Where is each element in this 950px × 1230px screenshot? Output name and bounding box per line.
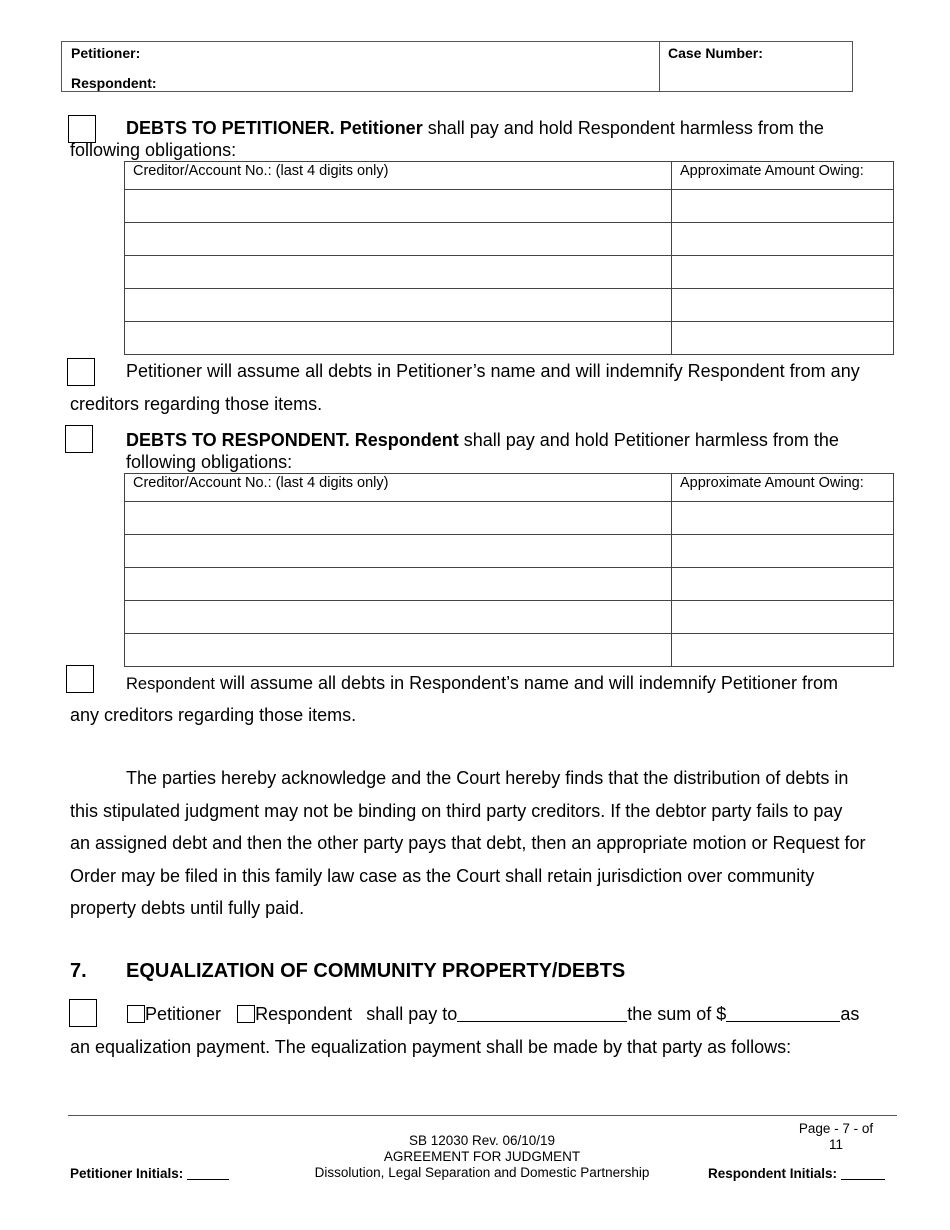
respondent-label: Respondent: xyxy=(71,75,157,91)
amount-cell[interactable] xyxy=(672,502,894,535)
respondent-debts-table xyxy=(124,473,894,667)
page-number-line1: Page - 7 - of xyxy=(798,1121,874,1136)
debts-to-petitioner-title-rest: shall pay and hold Respondent harmless from the xyxy=(422,118,824,138)
respondent-assume-line1-rest: will assume all debts in Respondent’s name and will indemnify Petitioner from xyxy=(215,673,838,693)
table-row xyxy=(125,256,894,289)
creditor-cell[interactable] xyxy=(125,502,672,535)
amount-column-header: Approximate Amount Owing: xyxy=(672,162,894,190)
debts-to-respondent-title: DEBTS TO RESPONDENT. Respondent xyxy=(126,430,459,450)
ack-line: The parties hereby acknowledge and the Court hereby finds that the distribution of debts in xyxy=(126,768,849,788)
creditor-column-header: Creditor/Account No.: (last 4 digits only) xyxy=(125,474,672,502)
debts-to-respondent-title-rest: shall pay and hold Petitioner harmless from the xyxy=(458,430,839,450)
the-sum-of-text: the sum of $ xyxy=(627,1004,727,1024)
form-info xyxy=(300,1133,664,1181)
respondent-initials xyxy=(708,1166,885,1181)
creditor-cell[interactable] xyxy=(125,256,672,289)
footer-divider xyxy=(68,1115,897,1116)
petitioner-initials-label: Petitioner Initials: xyxy=(70,1166,184,1181)
amount-field[interactable] xyxy=(726,1003,840,1022)
creditor-cell[interactable] xyxy=(125,535,672,568)
amount-cell[interactable] xyxy=(672,190,894,223)
payee-field[interactable] xyxy=(457,1003,627,1022)
amount-cell[interactable] xyxy=(672,634,894,667)
table-row xyxy=(125,601,894,634)
respondent-initials-label: Respondent Initials: xyxy=(708,1166,838,1181)
respondent-option-label: Respondent xyxy=(255,1004,353,1024)
table-row xyxy=(125,568,894,601)
table-row xyxy=(125,535,894,568)
table-row xyxy=(125,223,894,256)
ack-line: Order may be filed in this family law case as the Court shall retain jurisdiction over community xyxy=(70,865,815,886)
creditor-cell[interactable] xyxy=(125,568,672,601)
amount-cell[interactable] xyxy=(672,601,894,634)
section-7-title: EQUALIZATION OF COMMUNITY PROPERTY/DEBTS xyxy=(126,960,626,982)
amount-cell[interactable] xyxy=(672,568,894,601)
debts-to-petitioner-title: DEBTS TO PETITIONER. Petitioner xyxy=(126,118,423,138)
petitioner-assume-line1: Petitioner will assume all debts in Petitioner’s name and will indemnify Respondent from any xyxy=(126,361,860,381)
amount-cell[interactable] xyxy=(672,535,894,568)
ack-line: this stipulated judgment may not be binding on third party creditors. If the debtor party fails to pay xyxy=(70,800,843,821)
equalization-line1 xyxy=(127,1003,859,1025)
as-text: as xyxy=(840,1004,860,1024)
form-code: SB 12030 Rev. 06/10/19 xyxy=(408,1133,556,1148)
creditor-cell[interactable] xyxy=(125,634,672,667)
equalization-line2: an equalization payment. The equalization payment shall be made by that party as follows: xyxy=(70,1037,792,1057)
respondent-word: Respondent xyxy=(126,675,215,693)
petitioner-initials xyxy=(70,1166,229,1181)
form-subtitle: Dissolution, Legal Separation and Domestic Partnership xyxy=(314,1165,650,1180)
form-title: AGREEMENT FOR JUDGMENT xyxy=(383,1149,581,1164)
amount-cell[interactable] xyxy=(672,322,894,355)
petitioner-debts-table xyxy=(124,161,894,355)
amount-cell[interactable] xyxy=(672,289,894,322)
creditor-cell[interactable] xyxy=(125,223,672,256)
ack-line: property debts until fully paid. xyxy=(70,898,305,918)
equalization-checkbox[interactable] xyxy=(69,999,97,1027)
respondent-initials-field[interactable] xyxy=(841,1167,885,1180)
amount-column-header: Approximate Amount Owing: xyxy=(672,474,894,502)
debts-to-petitioner-heading xyxy=(126,117,906,139)
amount-cell[interactable] xyxy=(672,223,894,256)
table-row xyxy=(125,502,894,535)
respondent-assume-debts-checkbox[interactable] xyxy=(66,665,94,693)
section-7-number: 7. xyxy=(70,960,87,982)
table-row xyxy=(125,634,894,667)
page-number-line2: 11 xyxy=(828,1137,843,1152)
respondent-payer-checkbox[interactable] xyxy=(237,1005,255,1023)
creditor-cell[interactable] xyxy=(125,322,672,355)
petitioner-label: Petitioner: xyxy=(71,45,141,61)
debts-to-petitioner-title-cont: following obligations: xyxy=(70,140,237,160)
shall-pay-to-text: shall pay to xyxy=(366,1004,458,1024)
table-row xyxy=(125,289,894,322)
case-number-label: Case Number: xyxy=(668,45,763,61)
creditor-cell[interactable] xyxy=(125,289,672,322)
ack-line: an assigned debt and then the other party pays that debt, then an appropriate motion or Request for xyxy=(70,833,866,853)
debts-to-respondent-title-cont: following obligations: xyxy=(126,452,293,472)
header-divider xyxy=(659,42,660,91)
page-number xyxy=(782,1121,890,1153)
petitioner-option-label: Petitioner xyxy=(145,1004,222,1024)
petitioner-assume-line2: creditors regarding those items. xyxy=(70,394,323,414)
case-header xyxy=(61,41,853,92)
debts-to-respondent-checkbox[interactable] xyxy=(65,425,93,453)
acknowledgement-paragraph xyxy=(70,762,900,925)
creditor-cell[interactable] xyxy=(125,190,672,223)
petitioner-payer-checkbox[interactable] xyxy=(127,1005,145,1023)
petitioner-assume-debts-checkbox[interactable] xyxy=(67,358,95,386)
respondent-assume-line2: any creditors regarding those items. xyxy=(70,705,357,725)
creditor-column-header: Creditor/Account No.: (last 4 digits only) xyxy=(125,162,672,190)
debts-to-respondent-heading xyxy=(126,429,906,451)
petitioner-initials-field[interactable] xyxy=(187,1167,229,1180)
table-header-row xyxy=(125,162,894,190)
amount-cell[interactable] xyxy=(672,256,894,289)
creditor-cell[interactable] xyxy=(125,601,672,634)
respondent-assume-line1 xyxy=(126,672,838,695)
table-row xyxy=(125,322,894,355)
table-header-row xyxy=(125,474,894,502)
table-row xyxy=(125,190,894,223)
